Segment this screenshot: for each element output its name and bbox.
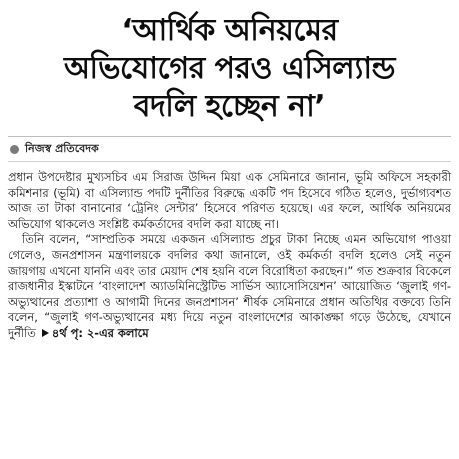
paragraph-2: [8, 232, 451, 341]
byline: [8, 141, 451, 157]
headline: [8, 12, 451, 126]
continuation-text: ৪র্থ পৃ: ২-এর কলামে: [51, 325, 149, 340]
byline-text: নিজস্ব প্রতিবেদক: [25, 141, 99, 155]
divider-top: [8, 136, 451, 137]
headline-line-2: অভিযোগের পরও এসিল্যান্ড: [64, 51, 395, 86]
arrow-right-icon: [42, 329, 49, 337]
paragraph-1: প্রধান উপদেষ্টার মুখ্যসচিব এম সিরাজ উদ্দিন মিয়া এক সেমিনারে জানান, ভূমি অফিসে সহকারী কমিশনার (ভূমি) বা এসিল্যান্ড পদটি দুর্নীতির বিরুদ্ধে একটি পদ হিসেবে গঠিত হলেও, দুর্ভাগ্যবশত আজ তা টাকা বানানোর ‘ট্রেনিং সেন্টার’ হিসেবে পরিণত হয়েছে। এর ফলে, আর্থিক অনিয়মের অভিযোগ থাকলেও সংশ্লিষ্ট কর্মকর্তাদের বদলি করা যাচ্ছে না।: [8, 170, 451, 231]
paragraph-2-text: তিনি বলেন, “সাম্প্রতিক সময়ে একজন এসিল্যান্ড প্রচুর টাকা নিচ্ছে এমন অভিযোগ পাওয়া গেলেও, জনপ্রশাসন মন্ত্রণালয়কে বদলির কথা জানালে, ওই কর্মকর্তা বদলি হলেও সেই নতুন জায়গায় এখনো যাননি এবং তার মেয়াদ শেষ হয়নি বলে বিরোধিতা করছেন।” গত শুক্রবার বিকেলে রাজধানীর ইস্কাটনে ‘বাংলাদেশ অ্যাডমিনিস্ট্রেটিভ সার্ভিস অ্যাসোসিয়েশন’ আয়োজিত ‘জুলাই গণ-অভ্যুত্থানের প্রত্যাশা ও আগামী দিনের জনপ্রশাসন’ শীর্ষক সেমিনারে প্রধান অতিথির বক্তব্যে তিনি বলেন, “জুলাই গণ-অভ্যুত্থানের মধ্য দিয়ে নতুন বাংলাদেশের আকাঙ্ক্ষা গড়ে উঠেছে, যেখানে দুর্নীতি: [8, 232, 451, 340]
bullet-icon: [10, 145, 19, 154]
headline-line-1: ‘আর্থিক অনিয়মের: [121, 13, 338, 48]
headline-line-3: বদলি হচ্ছেন না’: [133, 89, 326, 124]
divider-bottom: [8, 161, 451, 162]
article-body: [8, 170, 451, 342]
continuation-note: [36, 326, 149, 340]
